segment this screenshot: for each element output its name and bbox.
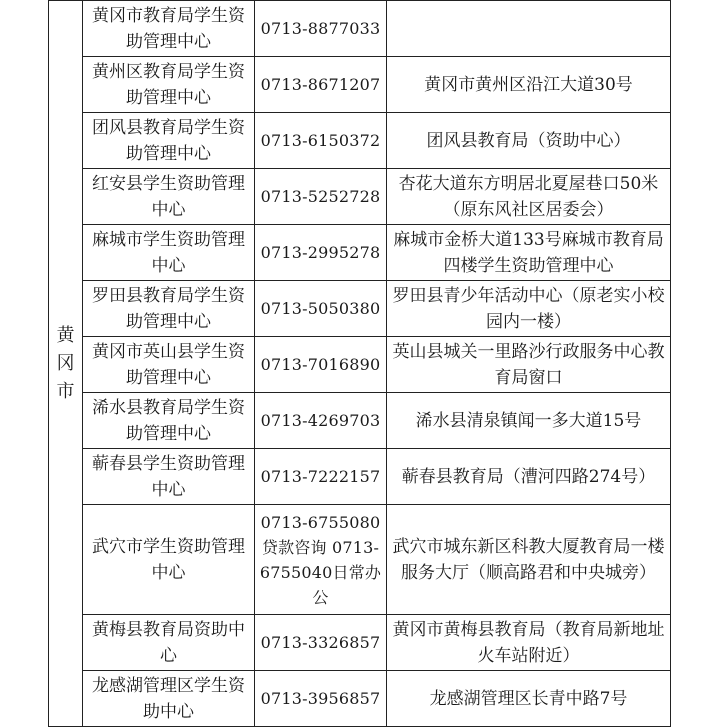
office-cell: 武穴市学生资助管理中心: [83, 505, 255, 615]
phone-cell: 0713-5050380: [255, 281, 387, 337]
address-cell: 黄冈市黄梅县教育局（教育局新地址火车站附近）: [387, 615, 671, 671]
office-cell: 蕲春县学生资助管理中心: [83, 449, 255, 505]
table-row: [49, 281, 671, 337]
phone-cell: 0713-6755080贷款咨询 0713-6755040日常办公: [255, 505, 387, 615]
phone-cell: 0713-8671207: [255, 57, 387, 113]
table-row: [49, 449, 671, 505]
table-row: [49, 57, 671, 113]
office-cell: 黄州区教育局学生资助管理中心: [83, 57, 255, 113]
table-row: [49, 671, 671, 727]
phone-cell: 0713-6150372: [255, 113, 387, 169]
table-row: [49, 615, 671, 671]
address-cell: 英山县城关一里路沙行政服务中心教育局窗口: [387, 337, 671, 393]
table-row: [49, 505, 671, 615]
office-cell: 团风县教育局学生资助管理中心: [83, 113, 255, 169]
office-cell: 黄冈市教育局学生资助管理中心: [83, 1, 255, 57]
table-row: [49, 169, 671, 225]
phone-cell: 0713-7222157: [255, 449, 387, 505]
address-cell: 罗田县青少年活动中心（原老实小校园内一楼）: [387, 281, 671, 337]
table-row: [49, 225, 671, 281]
phone-cell: 0713-3326857: [255, 615, 387, 671]
phone-cell: 0713-3956857: [255, 671, 387, 727]
office-cell: 黄梅县教育局资助中心: [83, 615, 255, 671]
office-cell: 罗田县教育局学生资助管理中心: [83, 281, 255, 337]
address-cell: 团风县教育局（资助中心）: [387, 113, 671, 169]
phone-cell: 0713-8877033: [255, 1, 387, 57]
address-cell: [387, 1, 671, 57]
address-cell: 蕲春县教育局（漕河四路274号）: [387, 449, 671, 505]
phone-cell: 0713-2995278: [255, 225, 387, 281]
city-cell: [49, 1, 83, 727]
table-row: [49, 113, 671, 169]
office-cell: 龙感湖管理区学生资助中心: [83, 671, 255, 727]
city-name: 黄冈市: [56, 324, 75, 402]
phone-cell: 0713-4269703: [255, 393, 387, 449]
address-cell: 黄冈市黄州区沿江大道30号: [387, 57, 671, 113]
address-cell: 杏花大道东方明居北夏屋巷口50米（原东风社区居委会）: [387, 169, 671, 225]
address-cell: 龙感湖管理区长青中路7号: [387, 671, 671, 727]
office-cell: 黄冈市英山县学生资助管理中心: [83, 337, 255, 393]
contact-table: [48, 0, 671, 727]
table-row: [49, 337, 671, 393]
address-cell: 浠水县清泉镇闻一多大道15号: [387, 393, 671, 449]
office-cell: 麻城市学生资助管理中心: [83, 225, 255, 281]
address-cell: 武穴市城东新区科教大厦教育局一楼服务大厅（顺高路君和中央城旁）: [387, 505, 671, 615]
office-cell: 浠水县教育局学生资助管理中心: [83, 393, 255, 449]
phone-cell: 0713-7016890: [255, 337, 387, 393]
phone-cell: 0713-5252728: [255, 169, 387, 225]
table-row: [49, 1, 671, 57]
table-row: [49, 393, 671, 449]
office-cell: 红安县学生资助管理中心: [83, 169, 255, 225]
address-cell: 麻城市金桥大道133号麻城市教育局四楼学生资助管理中心: [387, 225, 671, 281]
